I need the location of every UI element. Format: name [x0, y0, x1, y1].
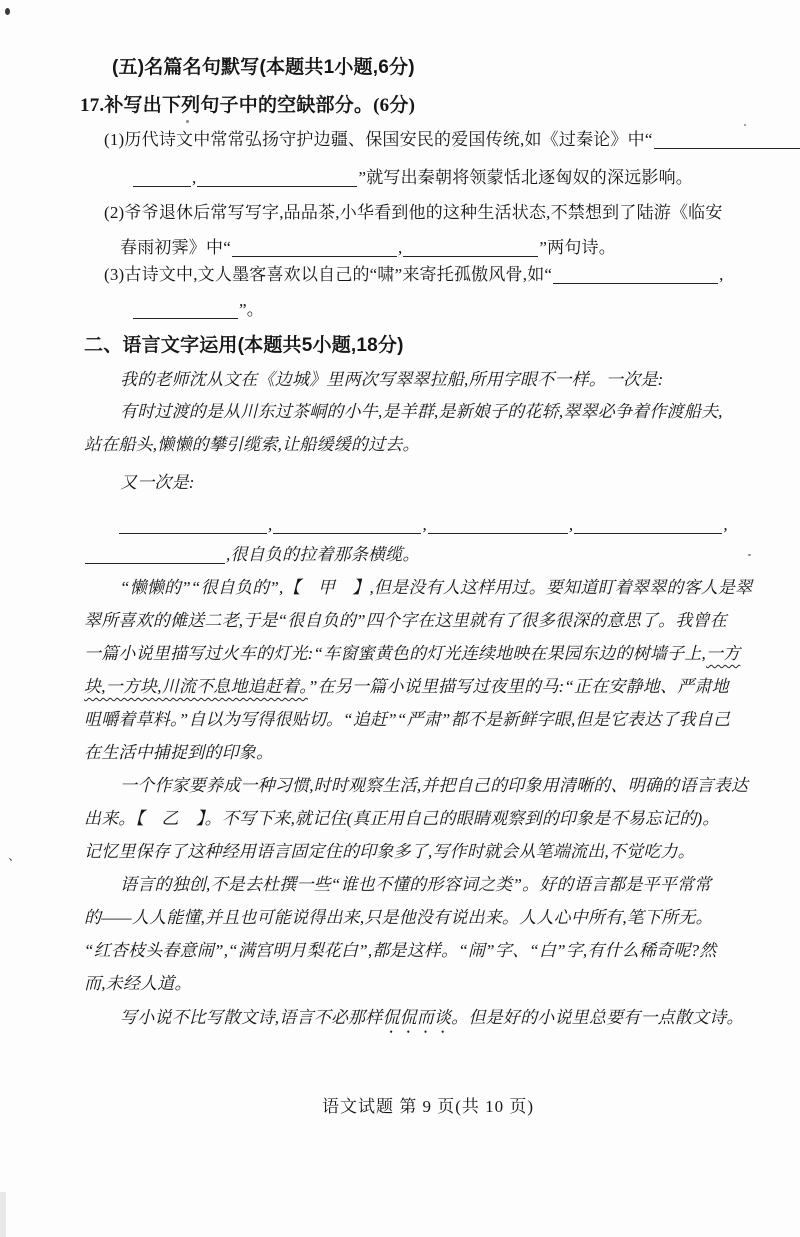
text-run: ”。 — [239, 300, 264, 319]
passage-para4-line4 — [84, 971, 192, 997]
q17-item-2-line2 — [120, 235, 616, 261]
passage-para4-line1 — [120, 872, 711, 898]
section-heading-five — [112, 55, 415, 81]
text-run: , — [568, 515, 574, 534]
text-run: , — [422, 515, 427, 534]
answer-blank — [574, 513, 722, 534]
answer-blank — [133, 166, 191, 187]
text-run: ”就写出秦朝将领蒙恬北逐匈奴的深远影响。 — [358, 168, 693, 187]
answer-blank — [273, 513, 421, 534]
answer-blank — [197, 166, 357, 187]
text-run: 我的老师沈从文在《边城》里两次写翠翠拉船,所用字眼不一样。一次是: — [120, 370, 664, 389]
q17-item-3-line2 — [132, 297, 264, 323]
passage-para2-line5 — [84, 707, 730, 733]
text-run: 咀嚼着草料。”自以为写得很贴切。“追赶”“严肃”都不是新鲜字眼,但是它表达了我自己 — [84, 710, 731, 729]
scan-speck — [748, 554, 751, 556]
passage-para2-line1 — [120, 575, 752, 601]
passage-para2-line3 — [84, 641, 740, 667]
text-run: , — [192, 168, 197, 187]
q17-item-3-line1 — [104, 262, 724, 288]
text-run: “红杏枝头春意闹”,“满宫明月梨花白”,都是这样。“闹”字、“白”字,有什么稀奇呢?然 — [84, 941, 717, 960]
text-run: , — [268, 515, 273, 534]
text-run: 春雨初霁》中“ — [120, 238, 231, 257]
wavy-underlined-text: 一方 — [705, 644, 741, 663]
text-run: 有时过渡的是从川东过茶峒的小牛,是羊群,是新娘子的花轿,翠翠必争着作渡船夫, — [120, 402, 723, 421]
text-run: ”在另一篇小说里描写过夜里的马:“正在安静地、严肃地 — [308, 677, 729, 696]
question-17-stem — [80, 93, 415, 119]
text-run: (1)历代诗文中常常弘扬守护边疆、保国安民的爱国传统,如《过秦论》中“ — [104, 130, 653, 149]
passage-quote1-line1 — [120, 399, 723, 425]
passage-para4-line3 — [84, 938, 717, 964]
text-run: 翠所喜欢的傩送二老,于是“很自负的”四个字在这里就有了很多很深的意思了。我曾在 — [84, 611, 727, 630]
q17-item-2-line1 — [104, 200, 723, 226]
passage-again-line — [120, 470, 195, 496]
scan-mark: 、 — [8, 848, 22, 863]
passage-quote2-blanks-line — [118, 512, 728, 538]
text-run: 。但是好的小说里总要有一点散文诗。 — [451, 1008, 744, 1027]
page-footer: 语文试题 第 9 页(共 10 页) — [321, 1097, 535, 1116]
text-run: 一个作家要养成一种习惯,时时观察生活,并把自己的印象用清晰的、明确的语言表达 — [120, 776, 749, 795]
answer-blank — [119, 513, 267, 534]
scan-speck — [744, 124, 746, 126]
passage-para3-line2 — [84, 806, 720, 832]
passage-quote1-line2 — [84, 432, 420, 458]
passage-para4-line2 — [84, 905, 713, 931]
answer-blank — [232, 236, 397, 257]
scan-shade — [0, 1192, 6, 1237]
passage-intro-line — [120, 367, 664, 393]
scan-speck — [5, 8, 10, 15]
text-run: 二、语言文字运用(本题共5小题,18分) — [84, 335, 404, 356]
answer-blank — [428, 513, 568, 534]
text-run: , — [723, 515, 728, 534]
text-run: 记忆里保存了这种经用语言固定住的印象多了,写作时就会从笔端流出,不觉吃力。 — [84, 842, 695, 861]
text-run: , — [397, 238, 403, 257]
text-run: 17.补写出下列句子中的空缺部分。(6分) — [80, 95, 416, 116]
passage-para2-line4 — [84, 674, 729, 700]
text-run: 在生活中捕捉到的印象。 — [84, 743, 274, 762]
answer-blank — [85, 543, 225, 564]
text-run: (2)爷爷退休后常写写字,品品茶,小华看到他的这种生活状态,不禁想到了陆游《临安 — [104, 203, 723, 222]
answer-blank — [133, 298, 238, 319]
text-run: “懒懒的”“很自负的”,【 甲 】,但是没有人这样用过。要知道盯着翠翠的客人是翠 — [120, 578, 753, 597]
q17-item-1-line1 — [104, 127, 800, 153]
scan-speck — [186, 120, 189, 123]
passage-quote2-end-line — [84, 542, 420, 568]
text-run: 又一次是: — [120, 473, 195, 492]
passage-para3-line1 — [120, 773, 748, 799]
wavy-underlined-text: 块,一方块,川流不息地追赶着。 — [84, 677, 308, 696]
passage-para3-line3 — [84, 839, 695, 865]
text-run: (五)名篇名句默写(本题共1小题,6分) — [112, 57, 415, 78]
q17-item-1-line2 — [132, 165, 693, 191]
answer-blank — [553, 263, 718, 284]
passage-para5-line1 — [120, 1005, 744, 1037]
text-run: 的——人人能懂,并且也可能说得出来,只是他没有说出来。人人心中所有,笔下所无。 — [84, 908, 713, 927]
text-run: , — [719, 265, 724, 284]
passage-para2-line6 — [84, 740, 273, 766]
answer-blank — [403, 236, 538, 257]
text-run: (3)古诗文中,文人墨客喜欢以自己的“啸”来寄托孤傲风骨,如“ — [104, 265, 553, 284]
text-run: ,很自负的拉着那条横缆。 — [226, 545, 420, 564]
emphasis-dot-text: 侃侃而谈 — [382, 1008, 452, 1027]
text-run: ”两句诗。 — [539, 238, 616, 257]
answer-blank — [654, 128, 800, 149]
text-run: 站在船头,懒懒的攀引缆索,让船缓缓的过去。 — [84, 435, 420, 454]
text-run: 语言的独创,不是去杜撰一些“谁也不懂的形容词之类”。好的语言都是平平常常 — [120, 875, 712, 894]
text-run: 写小说不比写散文诗,语言不必那样 — [120, 1008, 383, 1027]
text-run: 出来。【 乙 】。不写下来,就记住(真正用自己的眼睛观察到的印象是不易忘记的)。 — [84, 809, 720, 828]
passage-para2-line2 — [84, 608, 727, 634]
text-run: 一篇小说里描写过火车的灯光:“车窗蜜黄色的灯光连续地映在果园东边的树墙子上, — [84, 644, 706, 663]
section-heading-two — [84, 333, 404, 359]
text-run: 而,未经人道。 — [84, 974, 192, 993]
